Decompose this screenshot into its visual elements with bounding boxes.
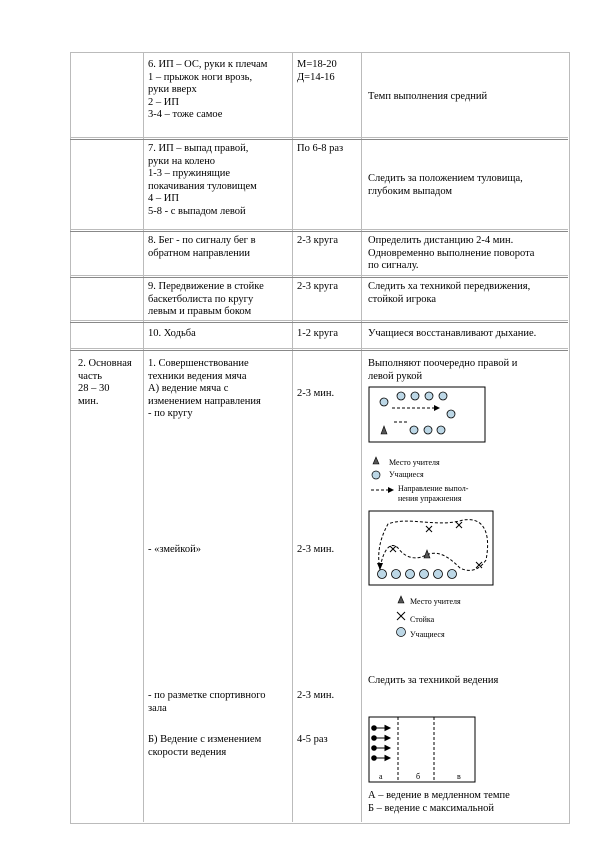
row-separator: [70, 229, 568, 232]
exercise-cell: Б) Ведение с изменением скорости ведения: [148, 734, 262, 758]
dosage-cell: 2-3 мин.: [297, 690, 335, 701]
circle-route-diagram: [368, 386, 488, 446]
legend-teacher-label: Место учителя: [389, 458, 440, 467]
instruction-cell: Следить за техникой ведения: [368, 675, 499, 686]
column-divider-3: [361, 52, 362, 822]
exercise-cell: 1. Совершенствование техники ведения мяча А) ведение мяча с изменением направления - по кругу: [148, 358, 261, 419]
snake-route-diagram: [368, 510, 496, 588]
zone-label-c: в: [457, 772, 461, 781]
row-separator: [70, 320, 568, 323]
exercise-cell: 7. ИП – выпад правой, руки на колено 1-3 – пружинящие покачивания туловищем 4 – ИП 5-8 - с выпадом левой: [148, 143, 257, 217]
row-separator: [70, 137, 568, 140]
legend-students-label: Учащиеся: [389, 470, 424, 479]
legend-stand-label: Стойка: [410, 615, 435, 624]
dosage-cell: По 6-8 раз: [297, 143, 344, 154]
exercise-cell: 9. Передвижение в стойке баскетболиста по кругу левым и правым боком: [148, 281, 264, 317]
instruction-cell: Выполняют поочередно правой и левой рукой: [368, 358, 518, 382]
dosage-cell: 2-3 круга: [297, 235, 339, 246]
court-zones-diagram: [368, 716, 478, 784]
zone-label-b: б: [416, 772, 421, 781]
row-separator: [70, 348, 568, 351]
dosage-cell: 2-3 мин.: [297, 388, 335, 399]
zone-label-a: а: [379, 772, 383, 781]
instruction-cell: А – ведение в медленном темпе Б – ведение с максимальной: [368, 790, 510, 814]
legend-teacher-label: Место учителя: [410, 597, 461, 606]
column-divider-2: [292, 52, 293, 822]
exercise-cell: 10. Ходьба: [148, 328, 196, 339]
instruction-cell: Следить ха техникой передвижения, стойкой игрока: [368, 281, 531, 305]
instruction-cell: Учащиеся восстанавливают дыхание.: [368, 328, 537, 339]
exercise-cell: 6. ИП – ОС, руки к плечам 1 – прыжок ноги врозь, руки вверх 2 – ИП 3-4 – тоже самое: [148, 59, 268, 120]
instruction-cell: Следить за положением туловища, глубоким выпадом: [368, 173, 523, 197]
column-divider-1: [143, 52, 144, 822]
instruction-cell: Определить дистанцию 2-4 мин. Одновременно выполнение поворота по сигналу.: [368, 235, 535, 271]
legend-direction-label: Направление выпол- нения упражнения: [398, 484, 469, 503]
dosage-cell: М=18-20 Д=14-16: [297, 59, 337, 83]
row-separator: [70, 275, 568, 278]
table-frame: [70, 52, 570, 824]
exercise-cell: - «змейкой»: [148, 544, 201, 555]
dosage-cell: 1-2 круга: [297, 328, 339, 339]
exercise-cell: 8. Бег - по сигналу бег в обратном направлении: [148, 235, 256, 259]
dosage-cell: 2-3 круга: [297, 281, 339, 292]
legend-students-label: Учащиеся: [410, 630, 445, 639]
exercise-cell: - по разметке спортивного зала: [148, 690, 266, 714]
dosage-cell: 4-5 раз: [297, 734, 328, 745]
dosage-cell: 2-3 мин.: [297, 544, 335, 555]
instruction-cell: Темп выполнения средний: [368, 91, 488, 102]
section-cell: 2. Основная часть 28 – 30 мин.: [78, 358, 132, 407]
